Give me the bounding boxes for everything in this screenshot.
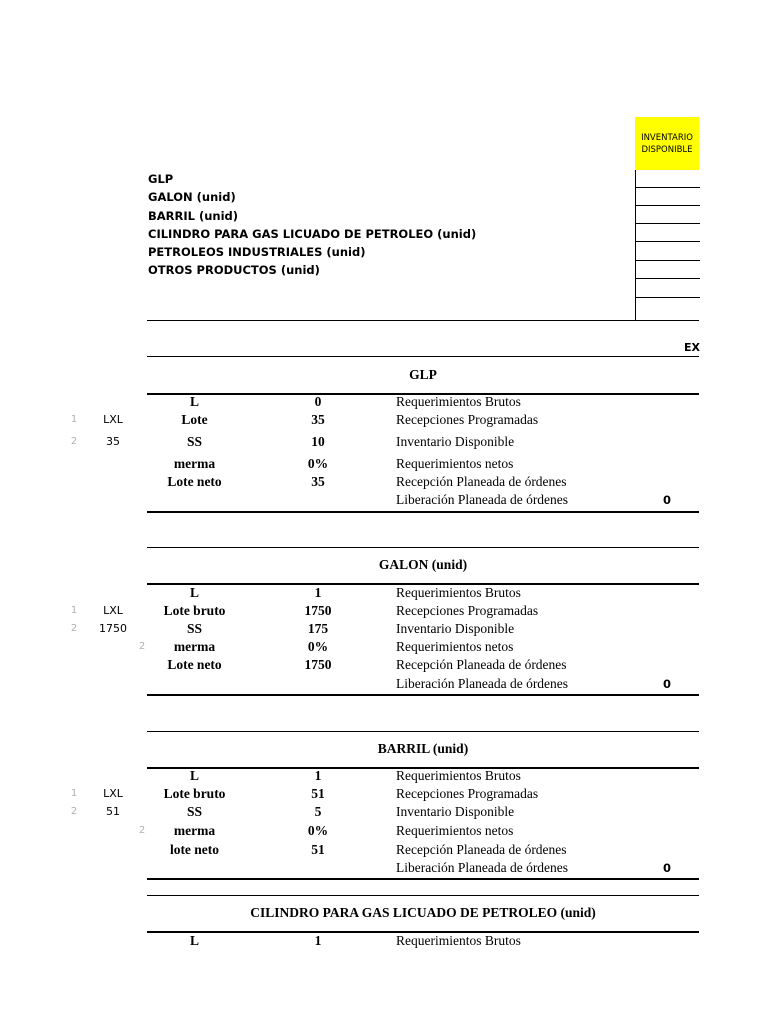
parameter-label: L [189,768,199,783]
parameter-label: L [189,933,199,948]
section-title: GALON (unid) [378,557,468,572]
period-value: 0 [662,861,671,875]
table-row [0,638,768,656]
mrp-row-description: Recepciones Programadas [396,603,539,618]
section-top-border [147,547,699,548]
row-number-secondary: 2 [138,641,146,652]
mrp-row-description: Inventario Disponible [396,434,515,449]
lot-policy-cell: 35 [106,435,120,448]
section-bottom-border [147,511,699,513]
parameter-value: 35 [311,412,325,427]
table-row [0,841,768,859]
table-row [0,803,768,821]
section-bottom-border [147,878,699,880]
product-item-glp: GLP [148,172,174,186]
table-row [0,433,768,451]
period-value: 0 [662,493,671,507]
section-title: GLP [409,367,437,382]
mrp-row-description: Liberación Planeada de órdenes [396,860,569,875]
parameter-label: Lote [181,412,208,427]
lot-policy-cell: 1750 [99,622,127,635]
parameter-value: 1750 [304,603,332,618]
parameter-value: 51 [311,786,325,801]
mrp-row-description: Requerimientos netos [396,639,514,654]
parameter-label: lote neto [169,842,220,857]
section-title: BARRIL (unid) [377,741,469,756]
parameter-value: 1 [314,933,322,948]
parameter-label: Lote neto [167,474,222,489]
mrp-row-description: Recepciones Programadas [396,412,539,427]
parameter-value: 175 [307,621,329,636]
table-row [0,767,768,785]
parameter-value: 0 [314,394,322,409]
parameter-value: 0% [307,823,329,838]
row-number: 1 [70,788,78,799]
mrp-row-description: Recepciones Programadas [396,786,539,801]
table-row [0,602,768,620]
product-item-otros: OTROS PRODUCTOS (unid) [148,263,320,278]
parameter-value: 51 [311,842,325,857]
product-list [148,170,476,280]
section-top-border [147,356,699,357]
product-item-galon: GALON (unid) [148,190,236,205]
table-row [0,822,768,840]
ex-label: EX [684,341,700,354]
parameter-label: merma [173,639,216,654]
product-item-barril: BARRIL (unid) [148,208,239,223]
lot-policy-cell: 51 [106,805,120,818]
parameter-label: L [189,394,199,409]
mrp-row-description: Liberación Planeada de órdenes [396,676,569,691]
mrp-row-description: Requerimientos netos [396,456,514,471]
inventory-column [635,170,700,320]
inventory-header-label: INVENTARIO DISPONIBLE [641,132,693,155]
table-row [0,411,768,429]
parameter-value: 0% [307,639,329,654]
period-value: 0 [662,677,671,691]
parameter-label: merma [173,456,216,471]
mrp-row-description: Requerimientos Brutos [396,768,521,783]
row-number-secondary: 2 [138,825,146,836]
row-number: 1 [70,414,78,425]
table-row [0,455,768,473]
inventory-header-cell [635,117,699,170]
section-top-border [147,731,699,732]
parameter-label: Lote bruto [163,786,226,801]
table-row [0,491,768,509]
parameter-value: 35 [311,474,325,489]
row-number: 2 [70,806,78,817]
mrp-row-description: Inventario Disponible [396,621,515,636]
row-number: 2 [70,436,78,447]
table-row [0,675,768,693]
product-item-petroleos: PETROLEOS INDUSTRIALES (unid) [148,245,366,260]
table-row [0,859,768,877]
lot-policy-cell: LXL [103,413,123,426]
parameter-label: SS [186,621,203,636]
product-item-cilindro: CILINDRO PARA GAS LICUADO DE PETROLEO (unid) [148,226,477,241]
mrp-row-description: Liberación Planeada de órdenes [396,492,569,507]
mrp-row-description: Requerimientos Brutos [396,585,521,600]
lot-policy-cell: LXL [103,787,123,800]
lot-policy-cell: LXL [103,604,123,617]
mrp-row-description: Recepción Planeada de órdenes [396,657,567,672]
table-row [0,393,768,411]
mrp-row-description: Inventario Disponible [396,804,515,819]
parameter-label: L [189,585,199,600]
mrp-row-description: Requerimientos Brutos [396,394,521,409]
parameter-value: 1 [314,585,322,600]
table-row [0,785,768,803]
table-row [0,584,768,602]
parameter-label: SS [186,804,203,819]
mrp-row-description: Recepción Planeada de órdenes [396,842,567,857]
parameter-label: merma [173,823,216,838]
table-row [0,656,768,674]
mrp-row-description: Recepción Planeada de órdenes [396,474,567,489]
section-title: CILINDRO PARA GAS LICUADO DE PETROLEO (unid) [250,905,596,920]
parameter-label: Lote neto [167,657,222,672]
parameter-value: 1750 [304,657,332,672]
parameter-value: 1 [314,768,322,783]
row-number: 2 [70,623,78,634]
table-row [0,932,768,950]
table-row [0,620,768,638]
row-number: 1 [70,605,78,616]
parameter-value: 0% [307,456,329,471]
mrp-row-description: Requerimientos netos [396,823,514,838]
section-bottom-border [147,694,699,696]
parameter-label: Lote bruto [163,603,226,618]
table-row [0,473,768,491]
parameter-label: SS [186,434,203,449]
section-top-border [147,895,699,896]
parameter-value: 10 [311,434,325,449]
mrp-row-description: Requerimientos Brutos [396,933,521,948]
parameter-value: 5 [314,804,322,819]
divider [147,320,699,321]
